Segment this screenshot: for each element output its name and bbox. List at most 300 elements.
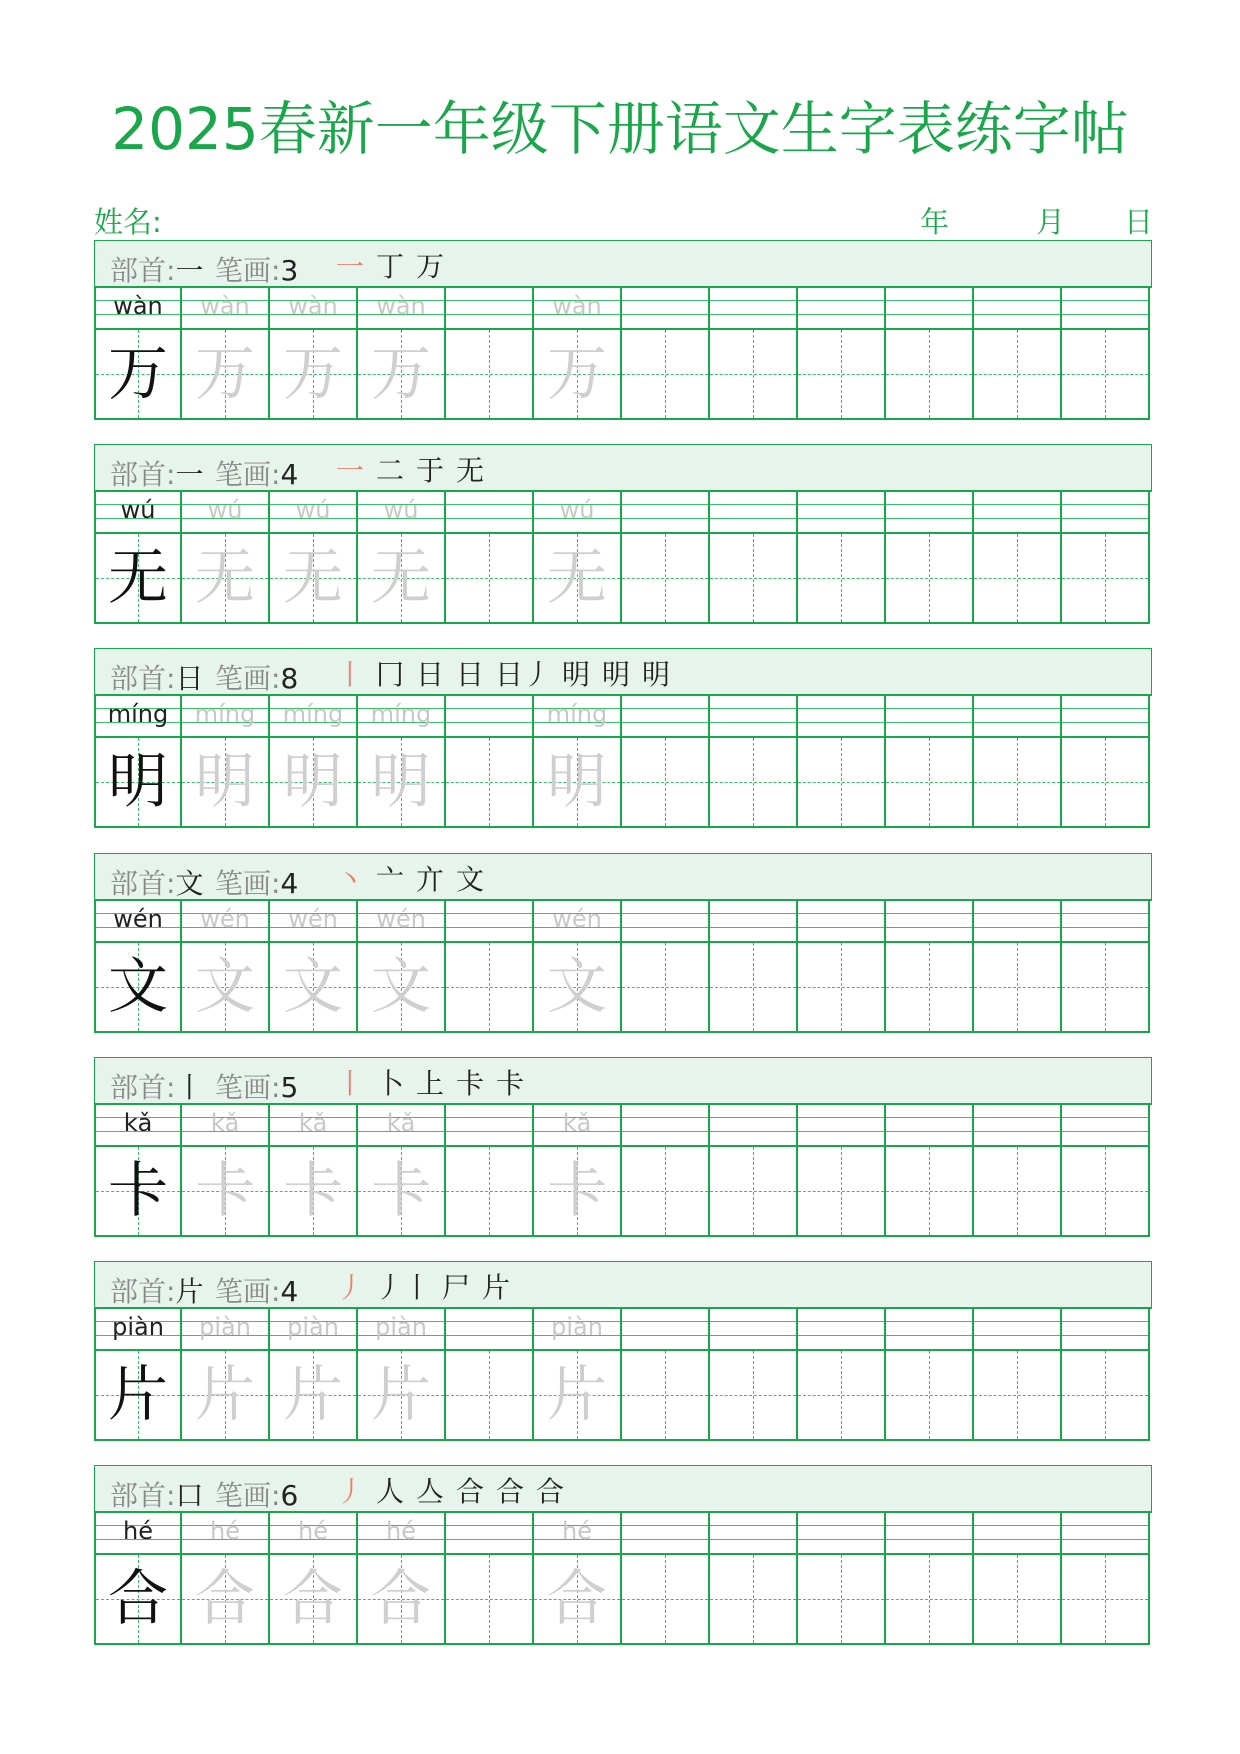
trace-character-cell xyxy=(534,1105,622,1237)
trace-character-cell xyxy=(534,696,622,828)
blank-practice-cell[interactable] xyxy=(1062,492,1150,624)
writing-grid xyxy=(94,1103,1152,1239)
model-character: 万 xyxy=(108,339,168,409)
stroke-count-label: 笔画: xyxy=(215,1275,281,1308)
trace-character-cell xyxy=(182,1105,270,1237)
radical-info xyxy=(110,862,203,902)
blank-practice-cell[interactable] xyxy=(622,288,710,420)
character-block xyxy=(94,648,1152,828)
pinyin-box xyxy=(622,1105,708,1147)
character-box xyxy=(270,1147,356,1235)
character-box xyxy=(886,943,972,1031)
blank-practice-cell[interactable] xyxy=(798,901,886,1033)
radical-value: 片 xyxy=(175,1275,204,1308)
trace-character: 明 xyxy=(371,747,431,817)
character-box xyxy=(886,534,972,622)
pinyin-box xyxy=(798,901,884,943)
character-box xyxy=(182,1147,268,1235)
character-box xyxy=(270,1555,356,1643)
pinyin-box: wén xyxy=(358,901,444,943)
pinyin-box: hé xyxy=(270,1513,356,1555)
month-label: 月 xyxy=(1036,205,1066,239)
stroke-order-step: 文 xyxy=(455,863,484,896)
character-box xyxy=(1062,943,1148,1031)
radical-label: 部首: xyxy=(110,1275,176,1308)
stroke-count-label: 笔画: xyxy=(215,662,281,695)
character-box xyxy=(96,1147,180,1235)
trace-character-cell xyxy=(182,288,270,420)
blank-practice-cell[interactable] xyxy=(710,288,798,420)
blank-practice-cell[interactable] xyxy=(446,1309,534,1441)
blank-practice-cell[interactable] xyxy=(622,696,710,828)
character-box xyxy=(446,1555,532,1643)
stroke-count-value: 6 xyxy=(280,1479,299,1512)
trace-character: 无 xyxy=(283,543,343,613)
stroke-order-step: 丁 xyxy=(375,250,404,283)
pinyin-box: wú xyxy=(270,492,356,534)
blank-practice-cell[interactable] xyxy=(1062,1105,1150,1237)
pinyin-box: míng xyxy=(182,696,268,738)
trace-character: 无 xyxy=(195,543,255,613)
stroke-order xyxy=(335,1266,511,1306)
writing-grid xyxy=(94,899,1152,1035)
blank-practice-cell[interactable] xyxy=(886,1309,974,1441)
character-box xyxy=(798,330,884,418)
pinyin-box: piàn xyxy=(358,1309,444,1351)
blank-practice-cell[interactable] xyxy=(710,696,798,828)
pinyin-box xyxy=(446,901,532,943)
character-box xyxy=(446,330,532,418)
character-box xyxy=(710,943,796,1031)
pinyin-box: míng xyxy=(270,696,356,738)
character-box xyxy=(886,1555,972,1643)
pinyin-box: piàn xyxy=(270,1309,356,1351)
day-label: 日 xyxy=(1124,205,1154,239)
character-box xyxy=(446,738,532,826)
stroke-order-step: 合 xyxy=(455,1475,484,1508)
character-box xyxy=(1062,1147,1148,1235)
pinyin-box xyxy=(798,696,884,738)
pinyin-box: wàn xyxy=(534,288,620,330)
page-title: 2025春新一年级下册语文生字表练字帖 xyxy=(111,95,1129,163)
character-box xyxy=(534,534,620,622)
radical-value: 一 xyxy=(175,254,204,287)
meta-row xyxy=(94,200,1152,240)
trace-character-cell xyxy=(358,1105,446,1237)
pinyin-box xyxy=(710,288,796,330)
stroke-order-step: 合 xyxy=(535,1475,564,1508)
pinyin-box xyxy=(710,901,796,943)
stroke-count-info xyxy=(215,1066,298,1106)
trace-character: 合 xyxy=(547,1564,607,1634)
stroke-order-step: 丿 xyxy=(335,1475,364,1508)
radical-label: 部首: xyxy=(110,254,176,287)
stroke-order-step: 亠 xyxy=(375,863,404,896)
character-info-bar xyxy=(94,853,1152,900)
writing-grid xyxy=(94,1511,1152,1647)
pinyin-box: hé xyxy=(358,1513,444,1555)
character-box xyxy=(446,534,532,622)
character-box xyxy=(622,738,708,826)
blank-practice-cell[interactable] xyxy=(886,492,974,624)
blank-practice-cell[interactable] xyxy=(798,696,886,828)
character-box xyxy=(358,534,444,622)
blank-practice-cell[interactable] xyxy=(974,288,1062,420)
character-box xyxy=(446,1147,532,1235)
blank-practice-cell[interactable] xyxy=(1062,1513,1150,1645)
blank-practice-cell[interactable] xyxy=(974,492,1062,624)
character-box xyxy=(182,1351,268,1439)
trace-character: 片 xyxy=(547,1360,607,1430)
stroke-order-step: 冂 xyxy=(375,658,404,691)
pinyin-box: wén xyxy=(534,901,620,943)
pinyin-box xyxy=(1062,901,1148,943)
character-box xyxy=(1062,1351,1148,1439)
character-box xyxy=(798,534,884,622)
stroke-count-value: 4 xyxy=(280,458,299,491)
character-box xyxy=(534,738,620,826)
radical-label: 部首: xyxy=(110,1479,176,1512)
stroke-order-step: 日 xyxy=(455,658,484,691)
model-character-cell xyxy=(94,492,182,624)
pinyin-box: wén xyxy=(270,901,356,943)
stroke-order-step: 丿丨 xyxy=(375,1271,432,1304)
blank-practice-cell[interactable] xyxy=(446,901,534,1033)
pinyin-box: kǎ xyxy=(96,1105,180,1147)
pinyin-box xyxy=(974,901,1060,943)
stroke-order xyxy=(335,1062,525,1102)
character-box xyxy=(710,1351,796,1439)
trace-character-cell xyxy=(270,1105,358,1237)
pinyin-box xyxy=(798,492,884,534)
trace-character: 合 xyxy=(195,1564,255,1634)
stroke-count-label: 笔画: xyxy=(215,867,281,900)
stroke-count-value: 3 xyxy=(280,254,299,287)
character-box xyxy=(182,943,268,1031)
blank-practice-cell[interactable] xyxy=(974,901,1062,1033)
stroke-order-step: 于 xyxy=(415,454,444,487)
trace-character: 卡 xyxy=(371,1156,431,1226)
blank-practice-cell[interactable] xyxy=(798,1309,886,1441)
blank-practice-cell[interactable] xyxy=(886,696,974,828)
blank-practice-cell[interactable] xyxy=(622,1309,710,1441)
character-box xyxy=(974,943,1060,1031)
stroke-order-step: 片 xyxy=(482,1271,511,1304)
stroke-count-info xyxy=(215,862,298,902)
stroke-order-step: 卡 xyxy=(455,1067,484,1100)
character-block xyxy=(94,1465,1152,1645)
radical-info xyxy=(110,453,203,493)
pinyin-box xyxy=(886,1309,972,1351)
character-block xyxy=(94,853,1152,1033)
blank-practice-cell[interactable] xyxy=(886,288,974,420)
writing-grid xyxy=(94,694,1152,830)
trace-character-cell xyxy=(534,288,622,420)
stroke-order-step: 亣 xyxy=(415,863,444,896)
pinyin-box xyxy=(974,1309,1060,1351)
blank-practice-cell[interactable] xyxy=(710,1513,798,1645)
character-block xyxy=(94,444,1152,624)
character-info-bar xyxy=(94,1261,1152,1308)
character-box xyxy=(886,738,972,826)
model-character-cell xyxy=(94,1513,182,1645)
trace-character-cell xyxy=(270,1513,358,1645)
stroke-count-value: 4 xyxy=(280,867,299,900)
character-box xyxy=(358,943,444,1031)
character-box xyxy=(798,1555,884,1643)
writing-grid xyxy=(94,1307,1152,1443)
pinyin-box xyxy=(974,492,1060,534)
stroke-order xyxy=(335,653,671,693)
pinyin-box xyxy=(886,901,972,943)
character-box xyxy=(886,330,972,418)
pinyin-box xyxy=(798,1105,884,1147)
character-box xyxy=(974,1147,1060,1235)
trace-character-cell xyxy=(270,696,358,828)
character-box xyxy=(974,1351,1060,1439)
blank-practice-cell[interactable] xyxy=(622,1105,710,1237)
trace-character: 无 xyxy=(371,543,431,613)
trace-character: 万 xyxy=(195,339,255,409)
pinyin-box xyxy=(974,696,1060,738)
trace-character-cell xyxy=(270,492,358,624)
radical-info xyxy=(110,657,203,697)
blank-practice-cell[interactable] xyxy=(622,901,710,1033)
trace-character-cell xyxy=(534,901,622,1033)
pinyin-box xyxy=(622,288,708,330)
character-box xyxy=(358,1351,444,1439)
blank-practice-cell[interactable] xyxy=(446,1513,534,1645)
pinyin-box: míng xyxy=(358,696,444,738)
model-character: 合 xyxy=(108,1564,168,1634)
radical-label: 部首: xyxy=(110,1071,176,1104)
trace-character: 卡 xyxy=(547,1156,607,1226)
stroke-order-step: 丨 xyxy=(335,1067,364,1100)
stroke-order-step: 明 xyxy=(562,658,591,691)
character-box xyxy=(446,943,532,1031)
pinyin-box xyxy=(710,1309,796,1351)
writing-grid xyxy=(94,286,1152,422)
model-character-cell xyxy=(94,1105,182,1237)
trace-character-cell xyxy=(358,288,446,420)
name-label: 姓名: xyxy=(94,205,162,239)
blank-practice-cell[interactable] xyxy=(798,1513,886,1645)
character-box xyxy=(974,330,1060,418)
pinyin-box: wú xyxy=(534,492,620,534)
pinyin-box xyxy=(974,288,1060,330)
stroke-order-step: 一 xyxy=(335,454,364,487)
pinyin-box xyxy=(886,1513,972,1555)
character-box xyxy=(622,943,708,1031)
character-box xyxy=(710,738,796,826)
trace-character: 万 xyxy=(371,339,431,409)
pinyin-box: piàn xyxy=(96,1309,180,1351)
radical-info xyxy=(110,1066,203,1106)
pinyin-box: wàn xyxy=(96,288,180,330)
pinyin-box: hé xyxy=(182,1513,268,1555)
trace-character-cell xyxy=(182,492,270,624)
blank-practice-cell[interactable] xyxy=(710,1309,798,1441)
trace-character: 文 xyxy=(283,952,343,1022)
pinyin-box: piàn xyxy=(534,1309,620,1351)
stroke-count-value: 5 xyxy=(280,1071,299,1104)
model-character-cell xyxy=(94,696,182,828)
trace-character: 无 xyxy=(547,543,607,613)
blank-practice-cell[interactable] xyxy=(622,492,710,624)
model-character: 文 xyxy=(108,952,168,1022)
character-box xyxy=(270,738,356,826)
blank-practice-cell[interactable] xyxy=(974,1513,1062,1645)
character-box xyxy=(1062,738,1148,826)
blank-practice-cell[interactable] xyxy=(1062,901,1150,1033)
blank-practice-cell[interactable] xyxy=(974,696,1062,828)
pinyin-box: hé xyxy=(534,1513,620,1555)
radical-value: 口 xyxy=(175,1479,204,1512)
stroke-count-label: 笔画: xyxy=(215,254,281,287)
stroke-order-step: 二 xyxy=(375,454,404,487)
stroke-order xyxy=(335,245,445,285)
stroke-order-step: 合 xyxy=(495,1475,524,1508)
pinyin-box xyxy=(446,696,532,738)
trace-character-cell xyxy=(182,696,270,828)
blank-practice-cell[interactable] xyxy=(886,1105,974,1237)
trace-character-cell xyxy=(358,901,446,1033)
trace-character: 合 xyxy=(283,1564,343,1634)
character-box xyxy=(182,738,268,826)
stroke-count-info xyxy=(215,453,298,493)
trace-character-cell xyxy=(534,492,622,624)
blank-practice-cell[interactable] xyxy=(1062,696,1150,828)
blank-practice-cell[interactable] xyxy=(446,288,534,420)
pinyin-box xyxy=(886,696,972,738)
character-box xyxy=(622,534,708,622)
radical-label: 部首: xyxy=(110,458,176,491)
blank-practice-cell[interactable] xyxy=(710,1105,798,1237)
trace-character-cell xyxy=(182,1513,270,1645)
stroke-count-label: 笔画: xyxy=(215,1071,281,1104)
stroke-order-step: 亼 xyxy=(415,1475,444,1508)
character-box xyxy=(182,534,268,622)
pinyin-box: wú xyxy=(358,492,444,534)
character-box xyxy=(622,330,708,418)
stroke-count-label: 笔画: xyxy=(215,458,281,491)
stroke-order-step: 卜 xyxy=(375,1067,404,1100)
character-box xyxy=(710,330,796,418)
pinyin-box xyxy=(710,1105,796,1147)
pinyin-box xyxy=(1062,288,1148,330)
stroke-order-step: 日丿 xyxy=(495,658,552,691)
model-character-cell xyxy=(94,901,182,1033)
pinyin-box xyxy=(798,1309,884,1351)
trace-character-cell xyxy=(358,1513,446,1645)
blank-practice-cell[interactable] xyxy=(798,288,886,420)
radical-value: 文 xyxy=(175,867,204,900)
blank-practice-cell[interactable] xyxy=(446,696,534,828)
blank-practice-cell[interactable] xyxy=(446,1105,534,1237)
character-box xyxy=(886,1351,972,1439)
character-box xyxy=(798,1147,884,1235)
pinyin-box xyxy=(1062,1309,1148,1351)
model-character: 片 xyxy=(108,1360,168,1430)
radical-info xyxy=(110,1270,203,1310)
character-info-bar xyxy=(94,444,1152,491)
pinyin-box: míng xyxy=(96,696,180,738)
character-block xyxy=(94,1261,1152,1441)
character-box xyxy=(534,1555,620,1643)
stroke-order-step: 尸 xyxy=(442,1271,471,1304)
pinyin-box: wú xyxy=(182,492,268,534)
blank-practice-cell[interactable] xyxy=(798,492,886,624)
trace-character-cell xyxy=(534,1309,622,1441)
pinyin-box xyxy=(886,1105,972,1147)
pinyin-box: kǎ xyxy=(358,1105,444,1147)
stroke-order-step: 卡 xyxy=(495,1067,524,1100)
trace-character: 卡 xyxy=(283,1156,343,1226)
pinyin-box xyxy=(1062,1105,1148,1147)
model-character-cell xyxy=(94,1309,182,1441)
character-box xyxy=(622,1147,708,1235)
stroke-count-info xyxy=(215,249,298,289)
character-box xyxy=(96,534,180,622)
pinyin-box xyxy=(446,1105,532,1147)
pinyin-box xyxy=(622,1309,708,1351)
blank-practice-cell[interactable] xyxy=(710,492,798,624)
character-box xyxy=(534,943,620,1031)
model-character: 无 xyxy=(108,543,168,613)
blank-practice-cell[interactable] xyxy=(886,901,974,1033)
radical-label: 部首: xyxy=(110,662,176,695)
stroke-order-step: 万 xyxy=(415,250,444,283)
pinyin-box xyxy=(446,288,532,330)
blank-practice-cell[interactable] xyxy=(622,1513,710,1645)
pinyin-box xyxy=(1062,696,1148,738)
stroke-count-info xyxy=(215,1474,298,1514)
pinyin-box xyxy=(886,288,972,330)
blank-practice-cell[interactable] xyxy=(798,1105,886,1237)
pinyin-box xyxy=(798,288,884,330)
character-block xyxy=(94,1057,1152,1237)
character-box xyxy=(974,738,1060,826)
pinyin-box: kǎ xyxy=(182,1105,268,1147)
blank-practice-cell[interactable] xyxy=(710,901,798,1033)
trace-character: 卡 xyxy=(195,1156,255,1226)
trace-character: 文 xyxy=(371,952,431,1022)
character-box xyxy=(270,1351,356,1439)
blank-practice-cell[interactable] xyxy=(886,1513,974,1645)
character-box xyxy=(622,1351,708,1439)
character-box xyxy=(886,1147,972,1235)
stroke-order-step: 上 xyxy=(415,1067,444,1100)
radical-value: 日 xyxy=(175,662,204,695)
blank-practice-cell[interactable] xyxy=(974,1105,1062,1237)
trace-character-cell xyxy=(358,1309,446,1441)
stroke-order-step: 人 xyxy=(375,1475,404,1508)
blank-practice-cell[interactable] xyxy=(1062,1309,1150,1441)
trace-character: 片 xyxy=(195,1360,255,1430)
character-box xyxy=(798,738,884,826)
pinyin-box: míng xyxy=(534,696,620,738)
stroke-order-step: 丨 xyxy=(335,658,364,691)
stroke-count-value: 4 xyxy=(280,1275,299,1308)
character-box xyxy=(96,1555,180,1643)
radical-label: 部首: xyxy=(110,867,176,900)
blank-practice-cell[interactable] xyxy=(974,1309,1062,1441)
blank-practice-cell[interactable] xyxy=(446,492,534,624)
blank-practice-cell[interactable] xyxy=(1062,288,1150,420)
pinyin-box xyxy=(446,492,532,534)
pinyin-box xyxy=(446,1513,532,1555)
pinyin-box xyxy=(798,1513,884,1555)
